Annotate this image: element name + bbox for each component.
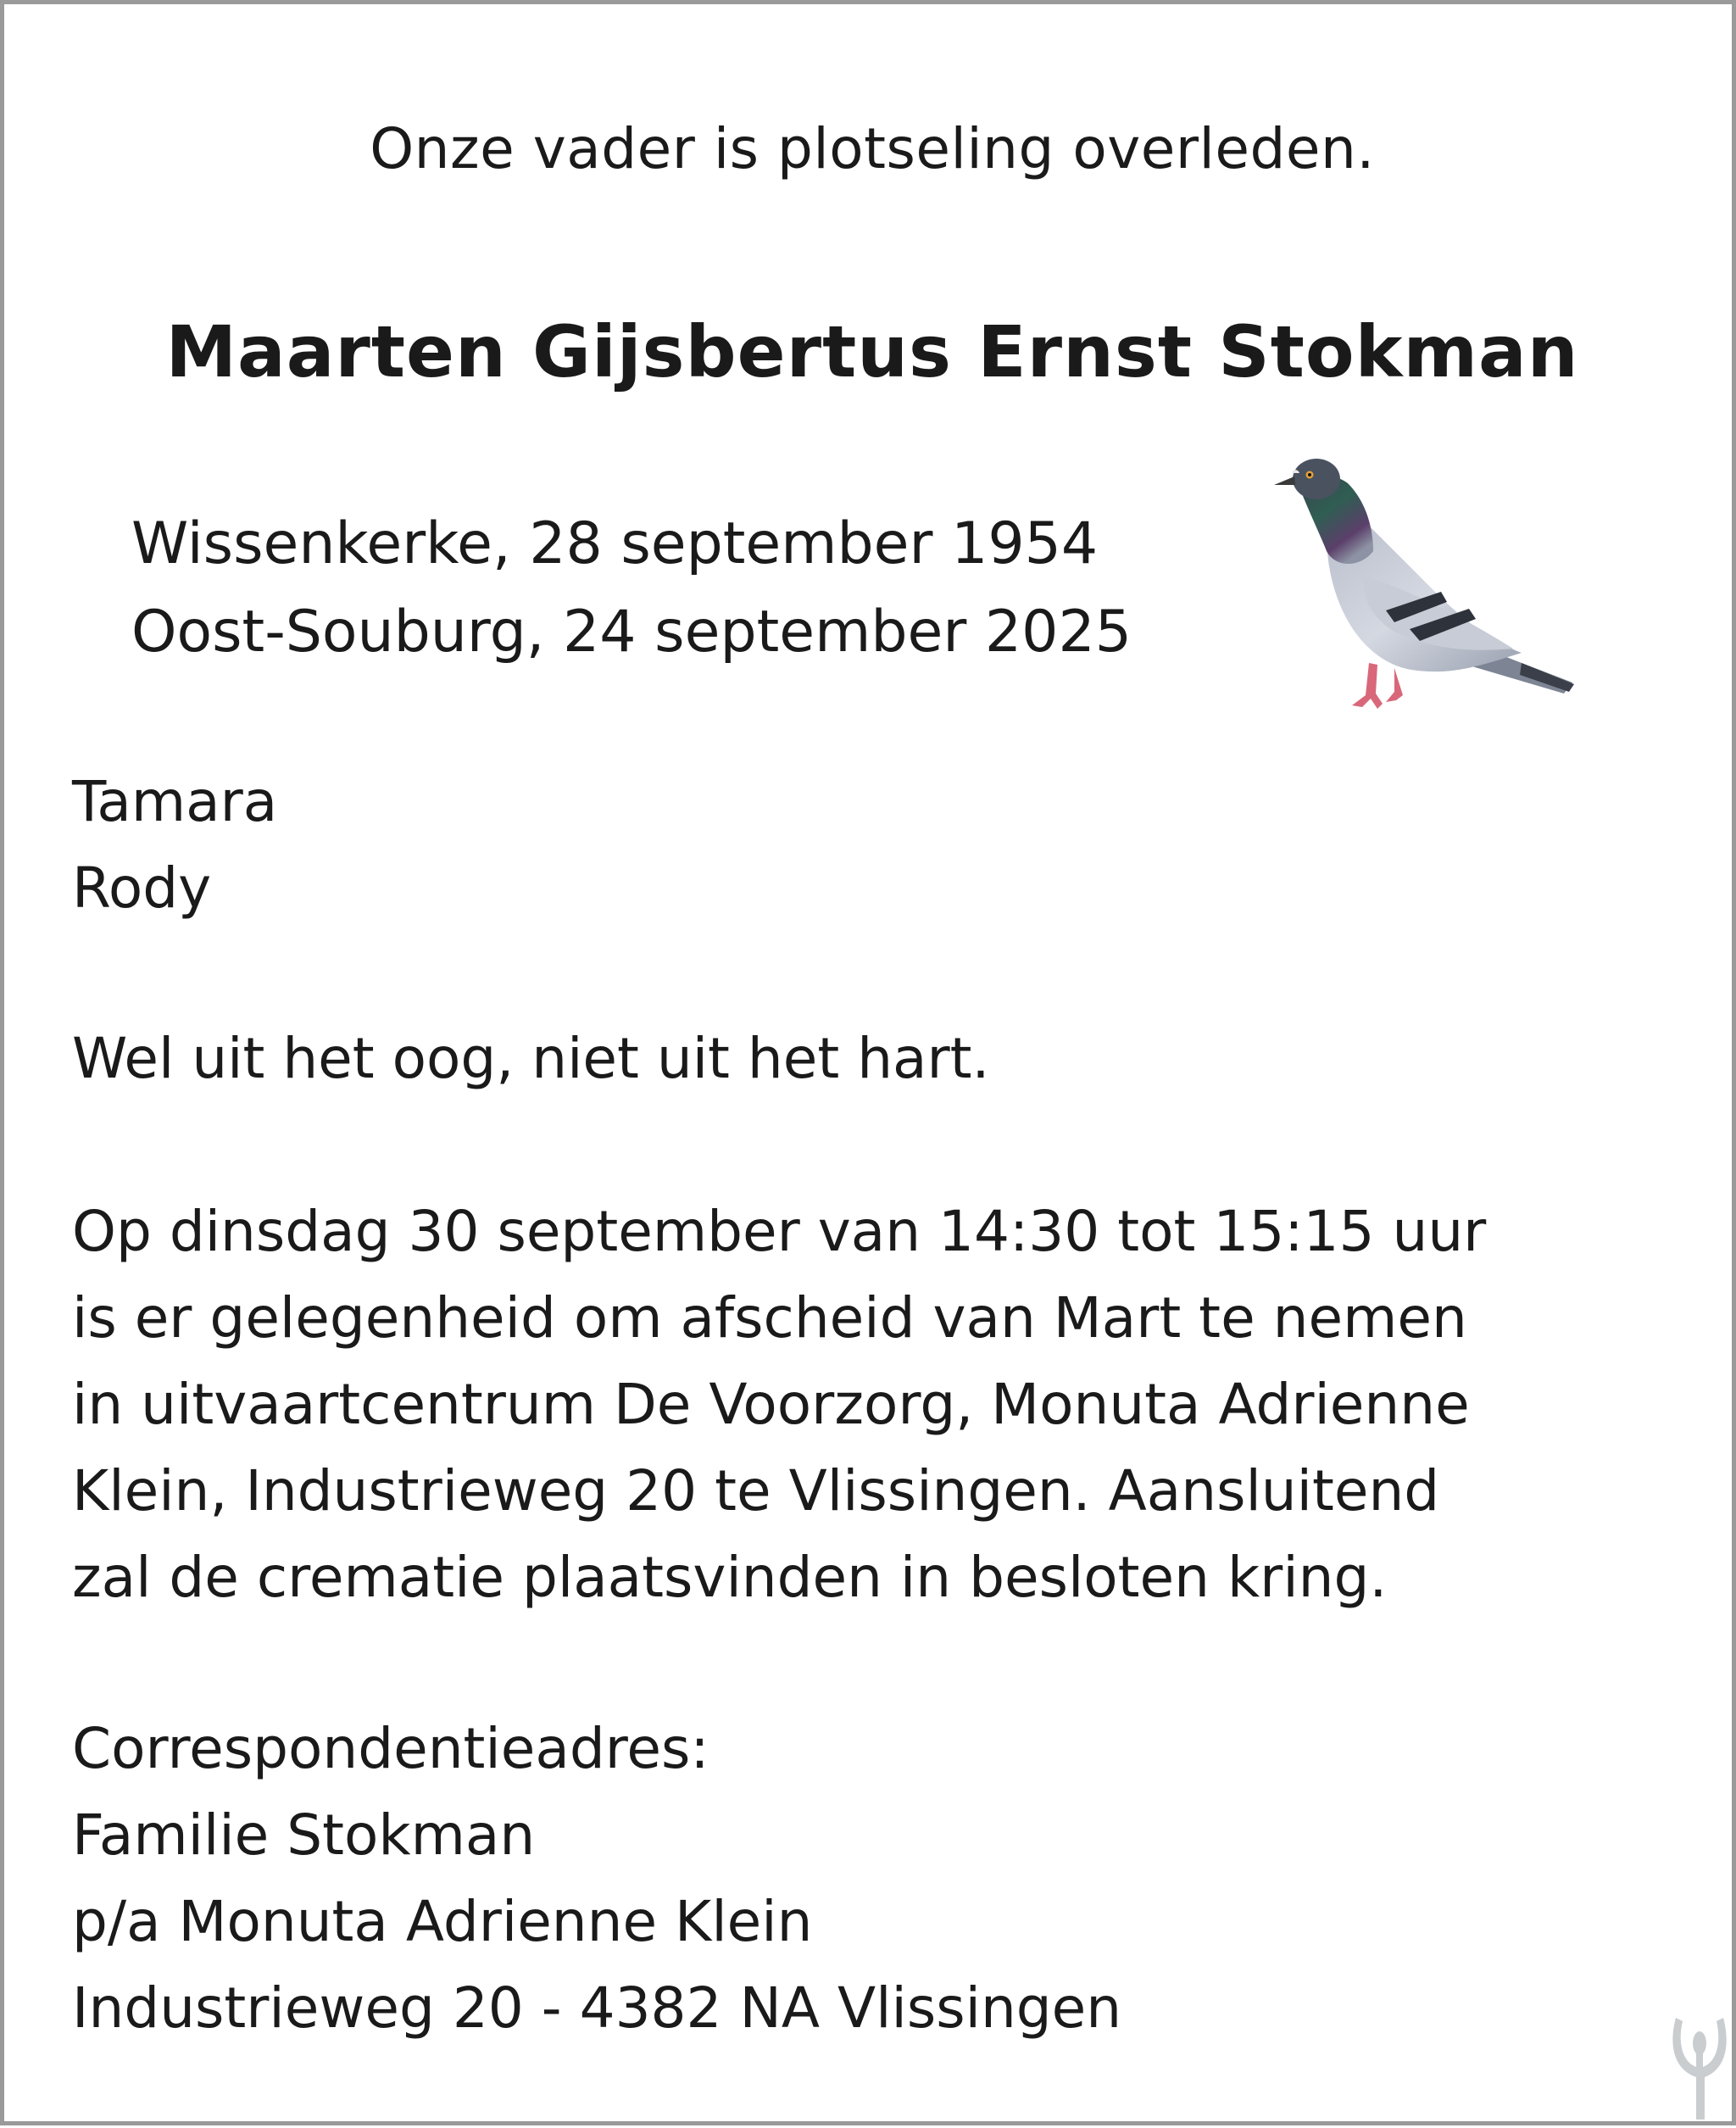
death-line: Oost-Souburg, 24 september 2025 [131, 599, 1132, 666]
intro-line: Onze vader is plotseling overleden. [370, 116, 1375, 181]
ceremony-line: is er gelegenheid om afscheid van Mart te nemen [72, 1285, 1467, 1351]
ceremony-line: Klein, Industrieweg 20 te Vlissingen. Aansluitend [72, 1458, 1440, 1524]
child-name: Rody [72, 855, 212, 921]
ceremony-line: zal de crematie plaatsvinden in besloten kring. [72, 1545, 1388, 1610]
pigeon-photo [1267, 441, 1589, 755]
quote: Wel uit het oog, niet uit het hart. [72, 1026, 990, 1091]
correspondence-heading: Correspondentieadres: [72, 1716, 709, 1781]
correspondence-address [72, 1706, 1121, 2052]
publisher-logo-icon [1666, 2009, 1733, 2128]
ceremony-line: Op dinsdag 30 september van 14:30 tot 15:15 uur [72, 1199, 1487, 1264]
deceased-name: Maarten Gijsbertus Ernst Stokman [165, 310, 1579, 393]
child-name: Tamara [72, 769, 278, 834]
address-line: Industrieweg 20 - 4382 NA Vlissingen [72, 1975, 1122, 2041]
life-dates [131, 500, 1132, 677]
address-line: Familie Stokman [72, 1802, 536, 1868]
ceremony-details [72, 1189, 1486, 1621]
address-line: p/a Monuta Adrienne Klein [72, 1889, 813, 1954]
children-list [72, 759, 277, 932]
birth-line: Wissenkerke, 28 september 1954 [131, 510, 1099, 577]
ceremony-line: in uitvaartcentrum De Voorzorg, Monuta Adrienne [72, 1372, 1470, 1437]
